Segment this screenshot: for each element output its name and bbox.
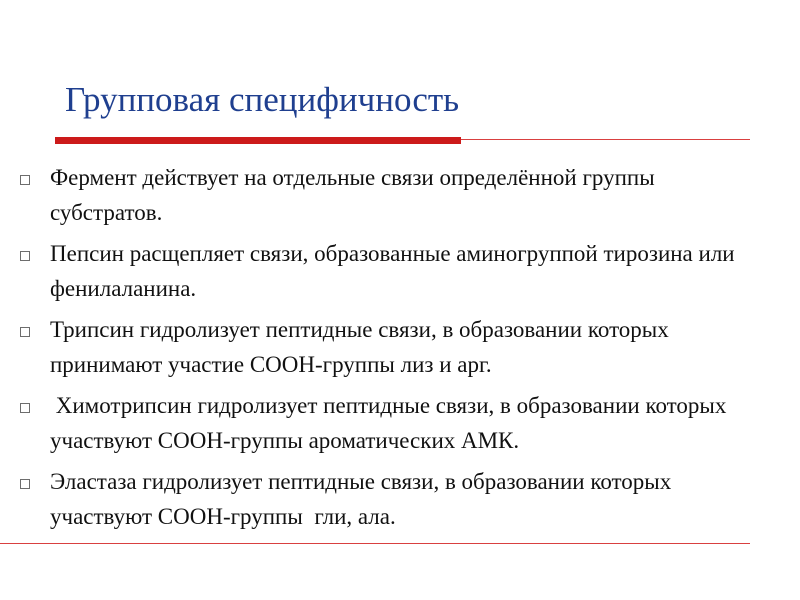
bullet-text: Эластаза гидролизует пептидные связи, в образовании которых участвуют СООН-группы гли, ала.	[50, 469, 678, 529]
hollow-square-bullet-icon	[20, 175, 30, 185]
bullet-item	[20, 388, 760, 458]
slide-title: Групповая специфичность	[65, 80, 460, 119]
hollow-square-bullet-icon	[20, 403, 30, 413]
bullet-text: Фермент действует на отдельные связи определённой группы субстратов.	[50, 165, 655, 225]
bullet-text: Пепсин расщепляет связи, образованные аминогруппой тирозина или фенилаланина.	[50, 241, 735, 301]
bullet-item	[20, 160, 760, 230]
title-underline-accent	[55, 137, 461, 144]
bullet-list	[20, 160, 760, 540]
hollow-square-bullet-icon	[20, 479, 30, 489]
bullet-item	[20, 236, 760, 306]
hollow-square-bullet-icon	[20, 327, 30, 337]
bottom-rule	[0, 543, 750, 544]
bullet-text: Трипсин гидролизует пептидные связи, в образовании которых принимают участие СООН-группы лиз и арг.	[50, 317, 669, 377]
hollow-square-bullet-icon	[20, 251, 30, 261]
title-underline-rule	[461, 139, 750, 140]
bullet-item	[20, 312, 760, 382]
bullet-item	[20, 464, 760, 534]
bullet-text: Химотрипсин гидролизует пептидные связи, в образовании которых участвуют СООН-группы ароматических АМК.	[50, 393, 733, 453]
